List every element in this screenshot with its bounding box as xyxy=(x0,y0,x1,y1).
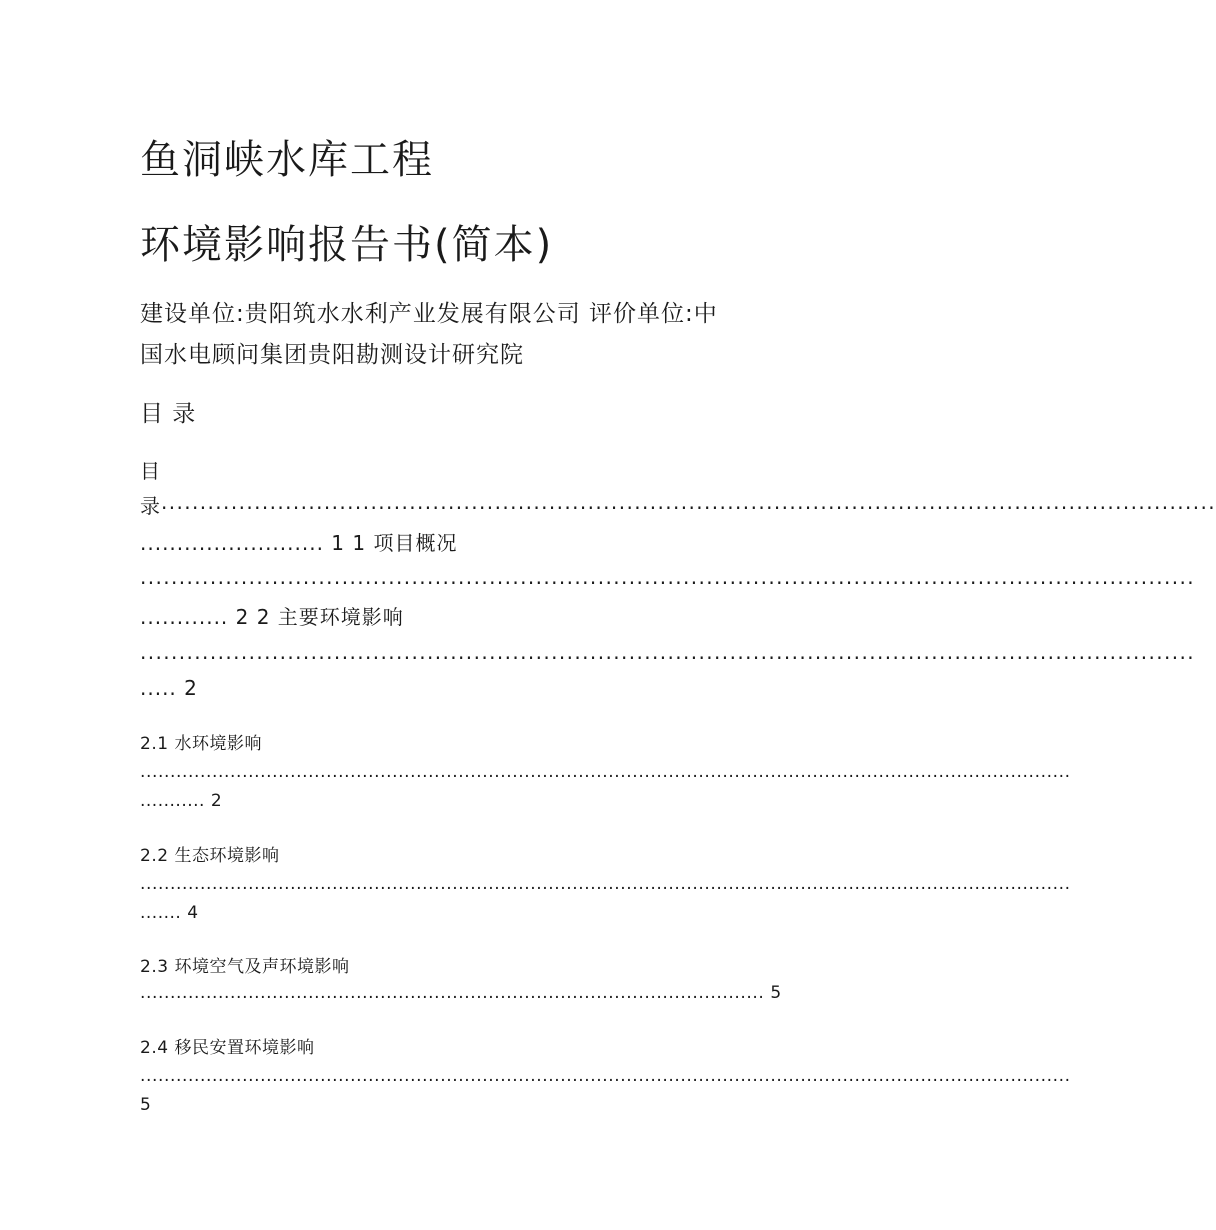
toc-entry-line xyxy=(140,490,1216,519)
toc-entry-continuation: ......................... 1 1 项目概况 xyxy=(140,531,458,555)
toc-leader-dots: ........................................................................................................................................................... xyxy=(140,1066,1071,1086)
toc-entry-line: ........................................................................................................ 5 xyxy=(140,983,782,1003)
toc-section-title: 2.4 移民安置环境影响 xyxy=(140,1038,315,1058)
toc-entry-page: ........... 2 xyxy=(140,791,223,811)
units-line1: 建设单位:贵阳筑水水利产业发展有限公司 评价单位:中 xyxy=(140,301,718,327)
doc-title-line2: 环境影响报告书(简本) xyxy=(140,222,554,268)
toc-leader-dots: ........................................................................................................................................ xyxy=(140,640,1196,664)
toc-leader-dots: ........................................................................................................................................................... xyxy=(140,874,1071,894)
toc-leader-dots: ........................................................................................................................................ xyxy=(161,490,1216,514)
toc-leader-dots: ........................................................................................................................................ xyxy=(140,565,1196,589)
toc-entry-page: ....... 4 xyxy=(140,903,199,923)
doc-title-line1: 鱼洞峡水库工程 xyxy=(140,137,434,183)
toc-entry-label-b: 录 xyxy=(140,494,161,518)
toc-entry-continuation: ............ 2 2 主要环境影响 xyxy=(140,605,404,629)
toc-entry-page: ..... 2 xyxy=(140,676,198,700)
toc-section-title: 2.2 生态环境影响 xyxy=(140,846,280,866)
toc-section-title: 2.1 水环境影响 xyxy=(140,734,262,754)
toc-section-title: 2.3 环境空气及声环境影响 xyxy=(140,957,350,977)
units-line2: 国水电顾问集团贵阳勘测设计研究院 xyxy=(140,342,524,368)
toc-entry-page: 5 xyxy=(140,1095,152,1115)
toc-entry-label-a: 目 xyxy=(140,459,161,483)
toc-leader-dots: ........................................................................................................................................................... xyxy=(140,762,1071,782)
toc-heading: 目 录 xyxy=(140,401,197,427)
